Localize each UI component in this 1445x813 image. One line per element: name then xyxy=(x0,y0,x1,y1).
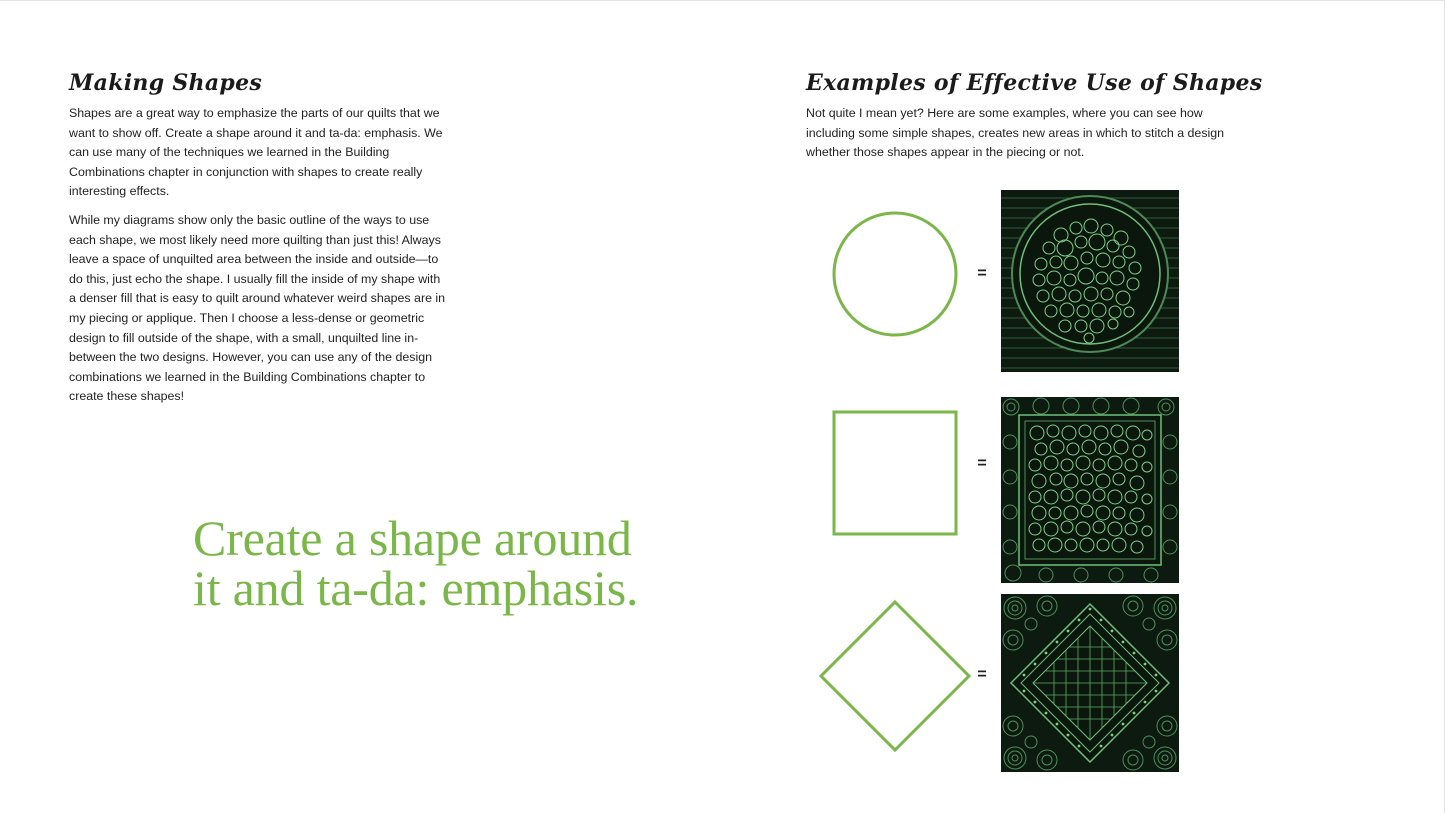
making-shapes-heading: Making Shapes xyxy=(69,70,263,96)
circle-shape-diagram xyxy=(830,209,960,339)
diamond-shape-diagram xyxy=(817,598,973,754)
examples-body xyxy=(806,104,1246,163)
diamond-quilt-photo xyxy=(1001,594,1179,772)
square-shape-diagram xyxy=(830,408,960,538)
examples-paragraph: Not quite I mean yet? Here are some examples, where you can see how including some simple shapes, creates new areas in which to stitch a design whether those shapes appear in the piecing or not. xyxy=(806,106,1225,160)
pull-quote xyxy=(193,510,713,616)
pull-quote-line-1: Create a shape around xyxy=(193,510,632,566)
circle-quilt-photo xyxy=(1001,190,1179,372)
pull-quote-line-2: it and ta-da: emphasis. xyxy=(193,560,639,616)
equals-sign-3: = xyxy=(977,666,987,683)
examples-heading: Examples of Effective Use of Shapes xyxy=(806,70,1263,96)
equals-sign-1: = xyxy=(977,265,987,282)
making-shapes-paragraph-1: Shapes are a great way to emphasize the parts of our quilts that we want to show off. Create a shape around it and ta-da: emphasis. We can use many of the techniques we learned in the Building Combinations chapter in conjunction with shapes to create really interesting effects. xyxy=(69,106,443,199)
equals-sign-2: = xyxy=(977,455,987,472)
square-quilt-photo xyxy=(1001,397,1179,583)
page-top-border xyxy=(0,0,1445,1)
making-shapes-paragraph-2: While my diagrams show only the basic outline of the ways to use each shape, we most likely need more quilting than just this! Always leave a space of unquilted area between the inside and outside—to do this, just echo the shape. I usually fill the inside of my shape with a denser fill that is easy to quilt around whatever weird shapes are in my piecing or applique. Then I choose a less-dense or geometric design to fill outside of the shape, with a small, unquilted line in-between the two designs. However, you can use any of the design combinations we learned in the Building Combinations chapter to create these shapes! xyxy=(69,212,446,404)
making-shapes-body xyxy=(69,104,449,407)
